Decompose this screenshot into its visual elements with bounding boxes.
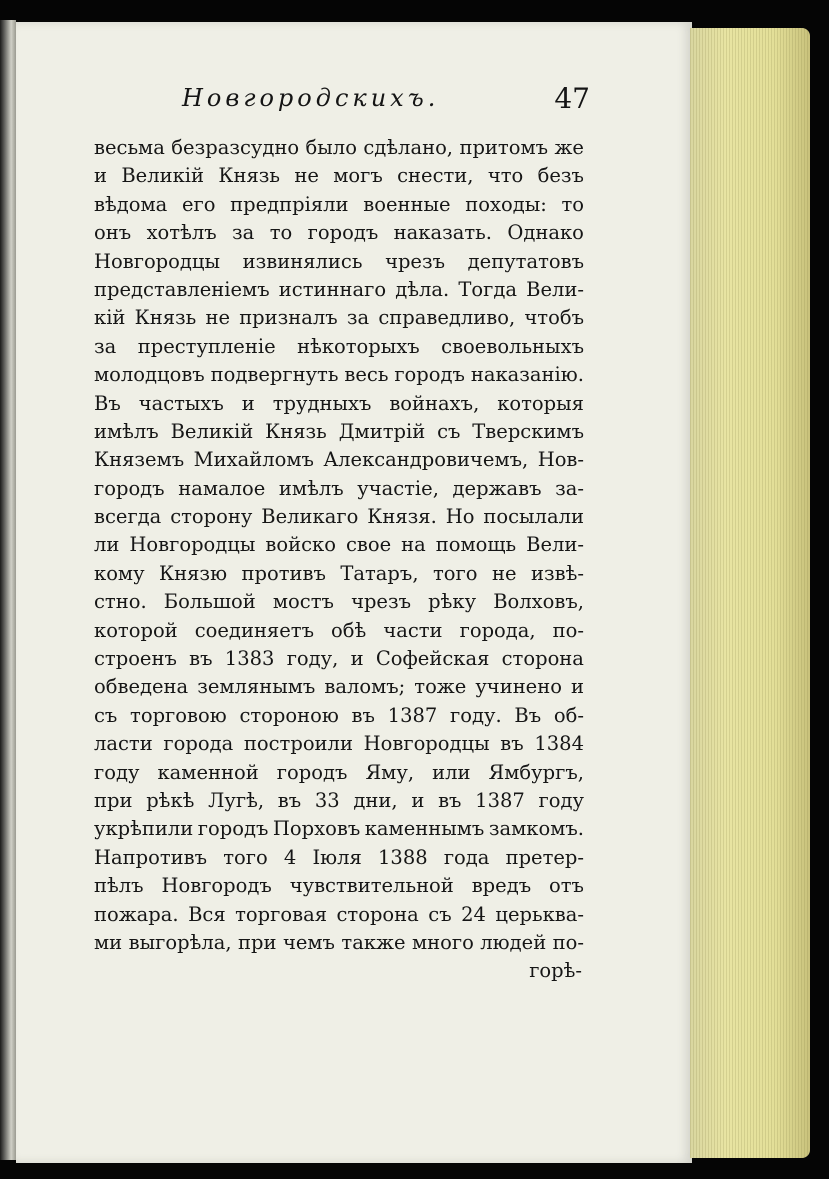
word: представленіемъ (94, 277, 270, 301)
word: могъ (333, 164, 383, 188)
catchword: горѣ- (529, 959, 582, 983)
word: дни, (353, 788, 398, 812)
word: претер- (505, 845, 584, 869)
word: обведена (94, 675, 189, 699)
text-line (94, 276, 584, 304)
word: соединяетъ (194, 618, 314, 642)
word: выгорѣла, (128, 930, 232, 954)
body-text (94, 134, 584, 986)
word: истиннаго (278, 277, 387, 301)
word: городъ (94, 476, 165, 500)
word: чемъ (282, 930, 335, 954)
word: предпріяли (230, 192, 349, 216)
word: Татаръ, (340, 561, 419, 585)
word: Князь (218, 164, 281, 188)
word: при (238, 930, 277, 954)
word: построили (243, 732, 353, 756)
word: рѣку (428, 590, 477, 614)
text-line (94, 531, 584, 559)
word: году (538, 788, 584, 812)
word: военные (363, 192, 451, 216)
word: ли (94, 533, 120, 557)
word: того (223, 845, 268, 869)
word: 4 (283, 845, 297, 869)
word: Князю (159, 561, 228, 585)
word: Новгородцы (94, 249, 220, 273)
word: призналъ (239, 306, 338, 330)
word: и (94, 164, 107, 188)
word: или (432, 760, 471, 784)
word: помощь (435, 533, 517, 557)
word: весь (344, 363, 389, 387)
word: же (554, 136, 584, 159)
word: Великій (170, 419, 254, 443)
word: было (305, 136, 357, 159)
word: нѣкоторыхъ (297, 334, 420, 358)
word: Большой (163, 590, 256, 614)
word: его (181, 192, 216, 216)
word: валомъ; (324, 675, 406, 699)
word: церьква- (495, 902, 584, 926)
text-line (94, 446, 584, 474)
word: безразсудно (171, 136, 300, 159)
word: 1384 (534, 732, 584, 756)
word: участіе, (357, 476, 439, 500)
word: 33 (314, 788, 340, 812)
word: Князь (134, 306, 197, 330)
word: на (401, 533, 426, 557)
word: отъ (549, 874, 584, 898)
word: Іюля (312, 845, 362, 869)
word: Княземъ (94, 448, 185, 472)
word: подвергнуть (210, 363, 339, 387)
word: городъ (394, 363, 465, 387)
word: снести, (397, 164, 474, 188)
word: года (443, 845, 490, 869)
word: въ (351, 703, 375, 727)
text-line (94, 702, 584, 730)
word: извѣ- (530, 561, 584, 585)
word: весьма (94, 136, 165, 159)
word: 1388 (378, 845, 428, 869)
word: и (411, 788, 425, 812)
word: городъ (276, 760, 348, 784)
word: по- (552, 930, 584, 954)
word: и (241, 391, 255, 415)
word: безъ (537, 164, 584, 188)
word: Александровичемъ, (323, 448, 529, 472)
word: ми (94, 930, 123, 954)
text-line (94, 787, 584, 815)
word: въ (438, 788, 462, 812)
word: державъ (452, 476, 542, 500)
word: стороною (239, 703, 339, 727)
word: того (433, 561, 478, 585)
word: депутатовъ (467, 249, 584, 273)
word: своевольныхъ (441, 334, 584, 358)
word: Однако (507, 221, 584, 245)
text-line (94, 617, 584, 645)
word: пожара. (94, 902, 179, 926)
word: за (94, 334, 117, 358)
word: Великій (121, 164, 205, 188)
text-line (94, 503, 584, 531)
word: въ (189, 647, 213, 671)
text-line (94, 361, 584, 389)
word: притомъ (459, 136, 549, 159)
text-line (94, 134, 584, 162)
word: Яму, (365, 760, 415, 784)
word: дѣла. (395, 277, 450, 301)
text-line (94, 730, 584, 758)
word: въ (277, 788, 302, 812)
word: году. (450, 703, 502, 727)
word: много (411, 930, 474, 954)
text-line (94, 872, 584, 900)
word: Вся (188, 902, 226, 926)
word: войско (265, 533, 336, 557)
word: об- (553, 703, 584, 727)
word: 24 (461, 902, 486, 926)
word: Волховъ, (493, 590, 584, 614)
word: онъ (94, 221, 132, 245)
word: году (94, 760, 140, 784)
word: пѣлъ (94, 874, 144, 898)
word: чтобъ (524, 306, 584, 330)
word: Новгородцы (129, 533, 256, 557)
word: частыхъ (138, 391, 224, 415)
word: Тверскимъ (472, 419, 584, 443)
word: части (383, 618, 443, 642)
word: чрезъ (351, 590, 412, 614)
word: справедливо, (378, 306, 516, 330)
word: торговою (130, 703, 227, 727)
word: Въ (94, 391, 121, 415)
word: войнахъ, (389, 391, 480, 415)
word: и (350, 647, 364, 671)
text-line (94, 191, 584, 219)
word: города, (459, 618, 536, 642)
word: чрезъ (385, 249, 446, 273)
word: города (163, 732, 234, 756)
word: 1387 (387, 703, 438, 727)
word: году, (286, 647, 339, 671)
word: хотѣлъ (146, 221, 217, 245)
word: то (561, 192, 584, 216)
word: трудныхъ (272, 391, 372, 415)
word: чувствительной (289, 874, 454, 898)
word: за- (555, 476, 584, 500)
text-line (94, 333, 584, 361)
word: каменнымъ (364, 817, 485, 841)
text-line (94, 248, 584, 276)
word: городъ (197, 817, 269, 841)
word: городъ (307, 221, 379, 245)
word: сторону (170, 505, 253, 529)
text-line (94, 929, 584, 957)
word: за (232, 221, 255, 245)
page-stack-edge (690, 28, 810, 1158)
word: намалое (178, 476, 266, 500)
text-line (94, 673, 584, 701)
word: кому (94, 561, 145, 585)
text-line (94, 901, 584, 929)
word: имѣлъ (278, 476, 344, 500)
word: 1387 (475, 788, 525, 812)
word: по- (552, 618, 584, 642)
word: которыя (497, 391, 584, 415)
word: вѣдома (94, 192, 168, 216)
word: въ (500, 732, 524, 756)
word: сдѣлано, (363, 136, 454, 159)
word: Ямбургъ, (488, 760, 584, 784)
word: Софейская (375, 647, 490, 671)
word: Великаго (261, 505, 359, 529)
word: Вели- (526, 277, 584, 301)
word: съ (428, 902, 452, 926)
running-header (170, 82, 610, 122)
word: наказать. (393, 221, 492, 245)
text-line (94, 418, 584, 446)
word: не (491, 561, 517, 585)
word: всегда (94, 505, 162, 529)
word: ласти (94, 732, 153, 756)
word: Дмитрій (338, 419, 426, 443)
word: Князь (265, 419, 327, 443)
word: походы: (465, 192, 547, 216)
text-line (94, 645, 584, 673)
word: замкомъ. (488, 817, 584, 841)
word: Порховъ (272, 817, 361, 841)
word: Но (445, 505, 475, 529)
word: вредъ (471, 874, 532, 898)
text-line (94, 588, 584, 616)
word: Князя. (367, 505, 437, 529)
text-line (94, 304, 584, 332)
word: тоже (414, 675, 467, 699)
word: Лугѣ, (208, 788, 265, 812)
word: торговая (235, 902, 328, 926)
page-number: 47 (554, 82, 590, 115)
word: наказанію. (470, 363, 584, 387)
word: рѣкѣ (146, 788, 195, 812)
word: свое (345, 533, 392, 557)
word: стно. (94, 590, 147, 614)
word: Нов- (537, 448, 584, 472)
word: каменной (157, 760, 259, 784)
word: съ (94, 703, 118, 727)
text-line (94, 219, 584, 247)
word: мостъ (272, 590, 334, 614)
word: съ (437, 419, 461, 443)
word: обѣ (331, 618, 367, 642)
text-line (94, 759, 584, 787)
word: что (487, 164, 524, 188)
word: Въ (514, 703, 542, 727)
text-line (94, 560, 584, 588)
text-line (94, 162, 584, 190)
word: противъ (241, 561, 326, 585)
word: имѣлъ (94, 419, 159, 443)
word: Тогда (458, 277, 517, 301)
word: которой (94, 618, 178, 642)
word: не (294, 164, 319, 188)
word: Напротивъ (94, 845, 208, 869)
word: учинено (475, 675, 562, 699)
word: 1383 (224, 647, 275, 671)
word: Новгородъ (161, 874, 272, 898)
word: молодцовъ (94, 363, 205, 387)
word: сторона (501, 647, 584, 671)
word: Вели- (526, 533, 584, 557)
word: за (346, 306, 370, 330)
running-title: Новгородскихъ. (182, 84, 440, 112)
word: Михайломъ (193, 448, 314, 472)
word: и (571, 675, 584, 699)
catchword-line (94, 957, 584, 985)
word: строенъ (94, 647, 177, 671)
word: сторона (336, 902, 419, 926)
word: Новгородцы (363, 732, 490, 756)
word: преступленіе (137, 334, 276, 358)
text-line (94, 815, 584, 843)
text-line (94, 475, 584, 503)
word: укрѣпили (94, 817, 194, 841)
word: то (269, 221, 293, 245)
facing-page-edge (0, 20, 16, 1160)
word: посылали (483, 505, 584, 529)
text-line (94, 844, 584, 872)
text-line (94, 390, 584, 418)
word: также (341, 930, 406, 954)
word: кій (94, 306, 126, 330)
word: при (94, 788, 133, 812)
word: людей (480, 930, 547, 954)
word: извинялись (242, 249, 363, 273)
word: не (205, 306, 230, 330)
word: землянымъ (197, 675, 316, 699)
